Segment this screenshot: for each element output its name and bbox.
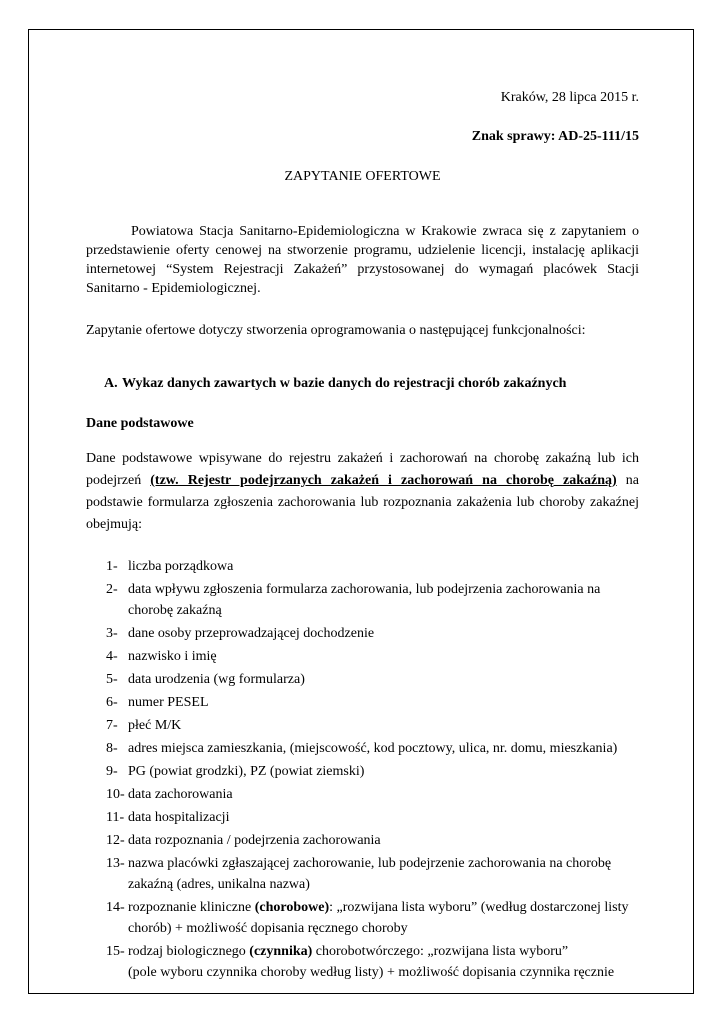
item-number: 2- [106, 582, 118, 597]
list-item [86, 738, 639, 759]
intro-paragraph: Powiatowa Stacja Sanitarno-Epidemiologiczna w Krakowie zwraca się z zapytaniem o przedstawienie oferty cenowej na stworzenie programu, udzielenie licencji, instalację aplikacji internetowej “System Rejestracji Zakażeń” przystosowanej do wymagań placówek Stacji Sanitarno - Epidemiologicznej. [86, 224, 639, 296]
item-number: 1- [106, 559, 118, 574]
document-body [86, 88, 639, 997]
list-item [86, 941, 639, 983]
item-text [128, 941, 639, 983]
list-item [86, 807, 639, 828]
section-letter: A. [104, 376, 118, 391]
item-text: data hospitalizacji [128, 810, 230, 825]
item-number: 15- [106, 944, 125, 959]
basic-text-before: Dane podstawowe wpisywane do rejestru zakażeń i zachorowań na chorobę zakaźną lub ich podejrzeń [86, 451, 639, 488]
item-number: 7- [106, 718, 118, 733]
data-field-list [86, 556, 639, 983]
place-date: Kraków, 28 lipca 2015 r. [500, 90, 639, 105]
item-number: 14- [106, 900, 125, 915]
list-item [86, 761, 639, 782]
list-item [86, 579, 639, 621]
item-text: data zachorowania [128, 787, 233, 802]
list-item [86, 830, 639, 851]
item-number: 3- [106, 626, 118, 641]
item-text: data urodzenia (wg formularza) [128, 672, 305, 687]
list-item [86, 623, 639, 644]
item-text: data rozpoznania / podejrzenia zachorowania [128, 833, 381, 848]
item-text: numer PESEL [128, 695, 209, 710]
item-text [128, 897, 639, 939]
item-number: 6- [106, 695, 118, 710]
list-item [86, 669, 639, 690]
reference-number: Znak sprawy: AD-25-111/15 [471, 129, 639, 144]
item-text: data wpływu zgłoszenia formularza zachorowania, lub podejrzenia zachorowania na chorobę zakaźną [128, 582, 601, 618]
item-text-post: chorobotwórczego: „rozwijana lista wyboru” [312, 944, 569, 959]
item-number: 8- [106, 741, 118, 756]
item-number: 5- [106, 672, 118, 687]
basic-text-after: na podstawie formularza zgłoszenia zachorowania lub rozpoznania zakażenia lub choroby zakaźnej obejmują: [86, 473, 639, 532]
register-name-underlined: (tzw. Rejestr podejrzanych zakażeń i zachorowań na chorobę zakaźną) [150, 473, 617, 488]
item-text: PG (powiat grodzki), PZ (powiat ziemski) [128, 764, 365, 779]
list-item [86, 715, 639, 736]
list-item [86, 556, 639, 577]
scope-paragraph: Zapytanie ofertowe dotyczy stworzenia oprogramowania o następującej funkcjonalności: [86, 323, 586, 338]
item-text-bold: (chorobowe) [254, 900, 330, 915]
item-text: płeć M/K [128, 718, 182, 733]
basic-data-heading: Dane podstawowe [86, 416, 194, 431]
item-number: 9- [106, 764, 118, 779]
item-text: nazwa placówki zgłaszającej zachorowanie, lub podejrzenie zachorowania na chorobę zakaźną (adres, unikalna nazwa) [128, 856, 612, 892]
item-text: nazwisko i imię [128, 649, 217, 664]
item-text-pre: rozpoznanie kliniczne [128, 900, 255, 915]
list-item [86, 784, 639, 805]
item-number: 4- [106, 649, 118, 664]
list-item [86, 646, 639, 667]
document-title: ZAPYTANIE OFERTOWE [284, 169, 441, 184]
item-text: adres miejsca zamieszkania, (miejscowość, kod pocztowy, ulica, nr. domu, mieszkania) [128, 741, 618, 756]
item-text: dane osoby przeprowadzającej dochodzenie [128, 626, 375, 641]
item-text-bold: (czynnika) [249, 944, 313, 959]
item-text-post-line2: (pole wyboru czynnika choroby według listy) + możliwość dopisania czynnika ręcznie [128, 965, 615, 980]
item-number: 11- [106, 810, 125, 825]
item-number: 12- [106, 833, 125, 848]
list-item [86, 692, 639, 713]
item-text-post: : „rozwijana lista wyboru” (według dostarczonej listy chorób) + możliwość dopisania ręcznego choroby [128, 900, 629, 936]
basic-data-paragraph [86, 448, 639, 536]
item-number: 10- [106, 787, 125, 802]
list-item [86, 853, 639, 895]
item-text-pre: rodzaj biologicznego [128, 944, 250, 959]
list-item [86, 897, 639, 939]
item-text: liczba porządkowa [128, 559, 234, 574]
item-number: 13- [106, 856, 125, 871]
section-a-heading [86, 374, 639, 394]
section-a-title: Wykaz danych zawartych w bazie danych do rejestracji chorób zakaźnych [122, 376, 567, 391]
